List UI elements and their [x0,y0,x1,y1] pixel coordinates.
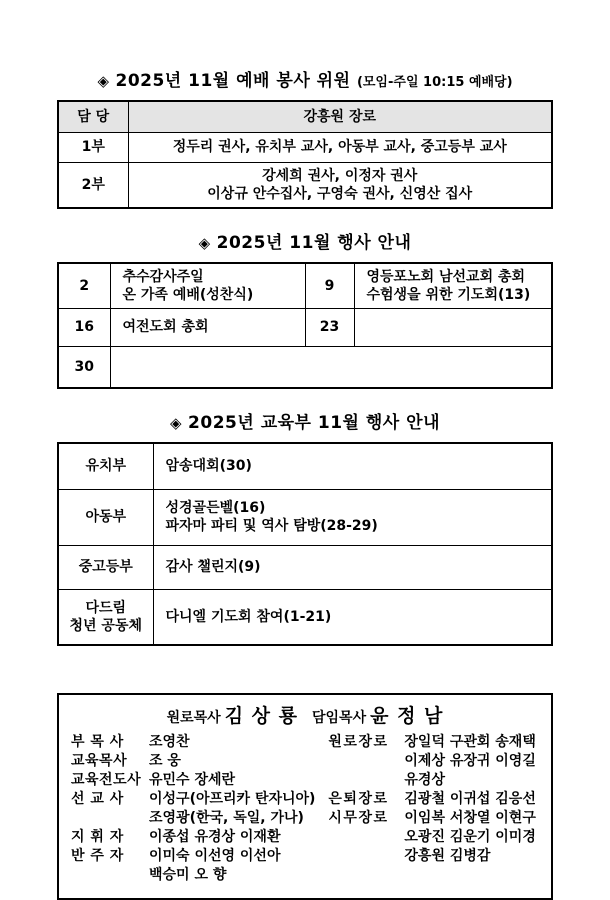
table-row [58,132,552,162]
events-section-title [57,209,553,253]
staff-role [328,828,404,847]
service-label: 2부 [58,162,128,208]
staff-row [71,790,328,809]
event-desc [354,308,552,346]
staff-role: 시무장로 [328,810,389,826]
table-row [58,443,552,489]
table-row [58,308,552,346]
staff-row [71,828,328,847]
staff-role [328,771,404,790]
dept-events [153,489,552,545]
staff-header [71,704,539,730]
staff-role [328,847,404,866]
table-row [58,489,552,545]
diamond-icon: ◈ [97,72,110,90]
staff-role: 지 휘 자 [71,829,124,845]
staff-row [71,866,328,885]
service-members: 정두리 권사, 유치부 교사, 아동부 교사, 중고등부 교사 [128,132,552,162]
table-row [58,589,552,645]
staff-row [71,752,328,771]
staff-row [328,847,539,866]
staff-role: 은퇴장로 [328,791,389,807]
staff-row [328,790,539,809]
senior-pastor-role: 담임목사 [312,710,367,726]
staff-role [328,752,404,771]
event-desc [110,346,552,388]
staff-names: 조 웅 [149,753,181,769]
staff-row [328,828,539,847]
events-calendar-table [57,262,553,390]
dept-events: 암송대회(30) [153,443,552,489]
dept-line: 청년 공동체 [69,617,142,634]
staff-columns [71,733,539,885]
event-date: 23 [305,308,354,346]
event-desc: 여전도회 총회 [110,308,305,346]
senior-pastor-emeritus-role: 원로목사 [166,710,221,726]
staff-names: 김광철 이귀섭 김응선 [404,791,536,807]
event-date: 2 [58,263,110,309]
event-line: 추수감사주일 [122,268,204,285]
education-title-text: 2025년 교육부 11월 행사 안내 [188,413,440,433]
service-members [128,162,552,208]
staff-names: 이제상 유장귀 이영길 [404,753,536,769]
staff-names: 장일덕 구관회 송재택 [404,734,536,750]
staff-row [328,752,539,771]
event-date: 9 [305,263,354,309]
table-row [58,162,552,208]
service-label: 1부 [58,132,128,162]
staff-row [71,847,328,866]
dept-label: 유치부 [58,443,153,489]
members-line: 강세희 권사, 이정자 권사 [262,167,418,184]
table-row [58,346,552,388]
staff-names: 이임복 서창열 이현구 [404,810,536,826]
staff-names: 이미숙 이선영 이선아 [149,848,281,864]
staff-directory-box [57,693,553,900]
dept-events: 감사 챌린지(9) [153,545,552,589]
staff-column-right [328,733,539,885]
diamond-icon: ◈ [198,233,211,252]
diamond-icon: ◈ [170,414,183,432]
staff-names: 오광진 김운기 이미경 [404,829,536,845]
senior-pastor-name: 윤 정 남 [370,705,444,727]
event-desc [354,263,552,309]
worship-section-title [57,0,553,91]
senior-pastor-emeritus-name: 김 상 룡 [224,705,298,727]
staff-row [71,809,328,828]
education-section-title [57,389,553,433]
staff-names: 조영찬 [149,734,190,750]
staff-role: 교육전도사 [71,772,142,788]
duty-header-value: 강흥원 장로 [128,101,552,132]
event-date: 16 [58,308,110,346]
staff-names: 조영광(한국, 독일, 가나) [149,810,304,826]
education-events-table [57,442,553,646]
staff-row [328,733,539,752]
staff-row [328,771,539,790]
duty-header-cell: 담 당 [58,101,128,132]
dept-line: 다드림 [85,599,127,616]
event-desc [110,263,305,309]
event-line: 수험생을 위한 기도회(13) [366,286,531,303]
worship-duty-table [57,100,553,209]
staff-role [71,866,149,885]
staff-row [71,733,328,752]
dept-label [58,589,153,645]
staff-role: 부 목 사 [71,734,124,750]
staff-names: 유민수 장세란 [149,772,236,788]
staff-column-left [71,733,328,885]
dept-label: 아동부 [58,489,153,545]
staff-names: 유경상 [404,772,445,788]
events-title-text: 2025년 11월 행사 안내 [216,232,412,253]
staff-names: 이성구(아프리카 탄자니아) [149,791,316,807]
members-line: 이상규 안수집사, 구영숙 권사, 신영산 집사 [207,185,473,202]
staff-role: 반 주 자 [71,848,124,864]
staff-names: 백승미 오 향 [149,867,227,883]
event-line: 영등포노회 남선교회 총회 [366,268,526,285]
staff-names: 강흥원 김병감 [404,848,491,864]
staff-names: 이종섭 유경상 이재환 [149,829,281,845]
worship-title-text: 2025년 11월 예배 봉사 위원 [115,71,351,91]
staff-row [71,771,328,790]
table-row [58,101,552,132]
table-row [58,263,552,309]
staff-role: 선 교 사 [71,791,124,807]
dept-label: 중고등부 [58,545,153,589]
event-line: 성경골든벨(16) [165,500,266,516]
table-row [58,545,552,589]
dept-events: 다니엘 기도회 참여(1-21) [153,589,552,645]
staff-role: 교육목사 [71,753,128,769]
event-date: 30 [58,346,110,388]
event-line: 온 가족 예배(성찬식) [122,286,254,303]
staff-row [328,809,539,828]
worship-subtitle-text: (모임-주일 10:15 예배당) [356,75,513,90]
event-line: 파자마 파티 및 역사 탐방(28-29) [165,518,378,534]
staff-role: 원로장로 [328,734,389,750]
staff-role [71,809,149,828]
